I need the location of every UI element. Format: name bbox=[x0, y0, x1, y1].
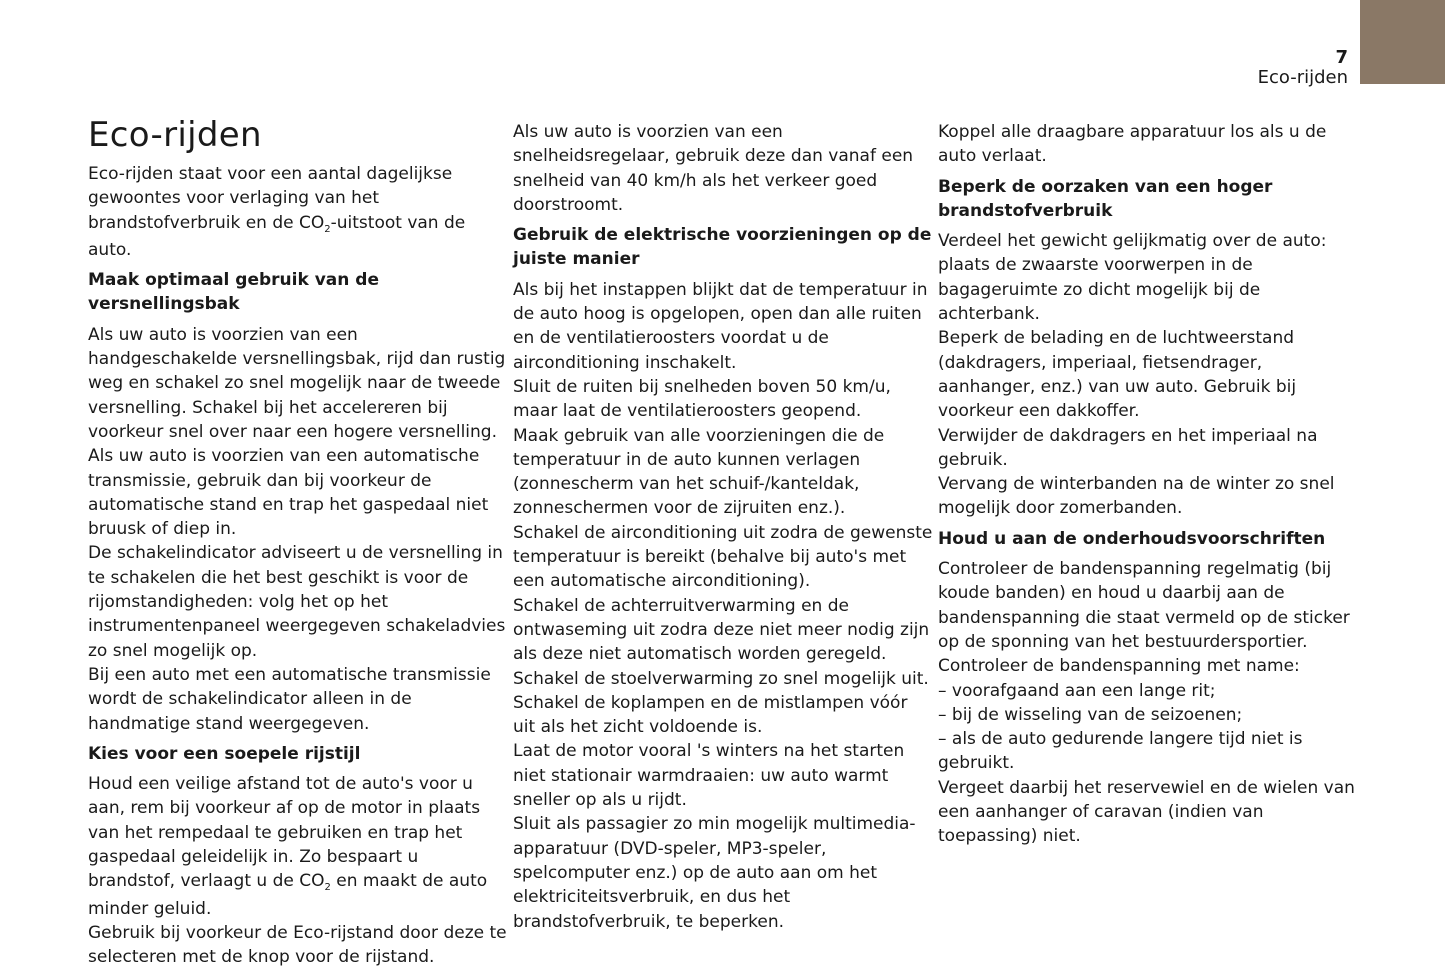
paragraph: Vervang de winterbanden na de winter zo snel mogelijk door zomerbanden. bbox=[938, 474, 1335, 519]
paragraph: Beperk de belading en de luchtweerstand (dakdragers, imperiaal, fietsendrager, aanhanger, enz.) van uw auto. Gebruik bij voorkeur een dakkoffer. bbox=[938, 328, 1297, 422]
list-item: – bij de wisseling van de seizoenen; bbox=[938, 704, 1243, 725]
paragraph: Schakel de koplampen en de mistlampen vóór uit als het zicht voldoende is. bbox=[513, 692, 908, 738]
column-2 bbox=[513, 120, 933, 934]
list-item: – als de auto gedurende langere tijd niet is gebruikt. bbox=[938, 729, 1303, 774]
column-1 bbox=[88, 113, 508, 970]
paragraph: Schakel de airconditioning uit zodra de gewenste temperatuur is bereikt (behalve bij auto's met een automatische airconditioning). bbox=[513, 522, 933, 592]
page-title: Eco-rijden bbox=[88, 115, 262, 155]
paragraph: Sluit de ruiten bij snelheden boven 50 km/u, maar laat de ventilatieroosters geopend. bbox=[513, 376, 891, 422]
paragraph: Verdeel het gewicht gelijkmatig over de auto: plaats de zwaarste voorwerpen in de bagageruimte zo dicht mogelijk bij de achterbank. bbox=[938, 231, 1327, 325]
paragraph: Sluit als passagier zo min mogelijk multimedia-apparatuur (DVD-speler, MP3-speler, spelcomputer enz.) op de auto aan om het elektriciteitsverbruik, en dus het brandstofverbruik, te beperken. bbox=[513, 814, 916, 932]
intro-text-a: Eco-rijden staat voor een aantal dagelijkse gewoontes voor verlaging van het brandstofverbruik en de CO bbox=[88, 164, 453, 233]
paragraph: Bij een auto met een automatische transmissie wordt de schakelindicator alleen in de handmatige stand weergegeven. bbox=[88, 664, 491, 734]
paragraph: Als uw auto is voorzien van een snelheidsregelaar, gebruik deze dan vanaf een snelheid van 40 km/h als het verkeer goed doorstroomt. bbox=[513, 122, 914, 215]
paragraph: Verwijder de dakdragers en het imperiaal na gebruik. bbox=[938, 425, 1318, 470]
heading-electrical: Gebruik de elektrische voorzieningen op de juiste manier bbox=[513, 225, 932, 270]
co2-subscript: 2 bbox=[324, 882, 331, 894]
paragraph bbox=[88, 772, 508, 921]
heading-gearbox: Maak optimaal gebruik van de versnellingsbak bbox=[88, 270, 379, 315]
paragraph: Als bij het instappen blijkt dat de temperatuur in de auto hoog is opgelopen, open dan alle ruiten en de ventilatieroosters voordat u de airconditioning inschakelt. bbox=[513, 279, 928, 373]
paragraph: Koppel alle draagbare apparatuur los als u de auto verlaat. bbox=[938, 122, 1327, 167]
paragraph: De schakelindicator adviseert u de versnelling in te schakelen die het best geschikt is voor de rijomstandigheden: volg het op het instrumentenpaneel weergegeven schakeladvies zo snel mogelijk op. bbox=[88, 543, 506, 661]
heading-driving-style: Kies voor een soepele rijstijl bbox=[88, 743, 361, 764]
paragraph: Vergeet daarbij het reservewiel en de wielen van een aanhanger of caravan (indien van toepassing) niet. bbox=[938, 777, 1355, 847]
list-item: – voorafgaand aan een lange rit; bbox=[938, 680, 1216, 701]
page-number: 7 bbox=[1335, 47, 1348, 68]
paragraph: Maak gebruik van alle voorzieningen die de temperatuur in de auto kunnen verlagen (zonnescherm van het schuif-/kanteldak, zonneschermen voor de zijruiten enz.). bbox=[513, 425, 885, 519]
heading-fuel-consumption: Beperk de oorzaken van een hoger brandstofverbruik bbox=[938, 176, 1273, 221]
paragraph: Als uw auto is voorzien van een automatische transmissie, gebruik dan bij voorkeur de automatische stand en trap het gaspedaal niet bruusk of diep in. bbox=[88, 446, 489, 540]
column-3 bbox=[938, 120, 1358, 849]
paragraph: Als uw auto is voorzien van een handgeschakelde versnellingsbak, rijd dan rustig weg en schakel zo snel mogelijk naar de tweede versnelling. Schakel bij het accelereren bij voorkeur snel over naar een hogere versnelling. bbox=[88, 324, 506, 442]
paragraph-text-b: en maakt de auto minder geluid. bbox=[88, 871, 488, 919]
paragraph: Gebruik bij voorkeur de Eco-rijstand door deze te selecteren met de knop voor de rijstand. bbox=[88, 922, 507, 968]
paragraph: Schakel de stoelverwarming zo snel mogelijk uit. bbox=[513, 668, 929, 689]
intro-subscript: 2 bbox=[324, 223, 331, 235]
paragraph: Laat de motor vooral 's winters na het starten niet stationair warmdraaien: uw auto warmt sneller op als u rijdt. bbox=[513, 741, 905, 811]
paragraph: Controleer de bandenspanning regelmatig (bij koude banden) en houd u daarbij aan de bandenspanning die staat vermeld op de sticker op de sponning van het bestuurdersportier. bbox=[938, 559, 1350, 652]
paragraph-text-a: Houd een veilige afstand tot de auto's voor u aan, rem bij voorkeur af op de motor in plaats van het rempedaal te gebruiken en trap het gaspedaal geleidelijk in. Zo bespaart u brandstof, verlaagt u de CO bbox=[88, 774, 481, 892]
paragraph: Controleer de bandenspanning met name: bbox=[938, 656, 1300, 677]
intro-paragraph bbox=[88, 162, 508, 262]
intro-text-b: -uitstoot van de auto. bbox=[88, 212, 466, 260]
heading-maintenance: Houd u aan de onderhoudsvoorschriften bbox=[938, 528, 1326, 549]
chapter-tab bbox=[1360, 0, 1445, 84]
paragraph: Schakel de achterruitverwarming en de ontwaseming uit zodra deze niet meer nodig zijn als deze niet automatisch worden geregeld. bbox=[513, 595, 930, 665]
running-head: Eco-rijden bbox=[1257, 67, 1348, 88]
